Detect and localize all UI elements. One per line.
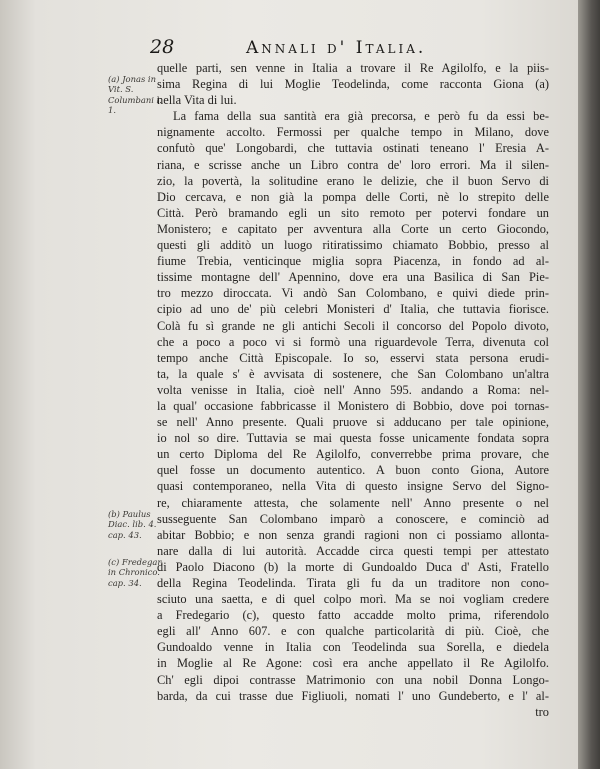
text-line: quelle parti, sen venne in Italia a trovare il Re Agilolfo, e la piis- xyxy=(157,61,549,75)
text-line: Monistero; e capitato per avventura alla Corte un certo Giocondo, xyxy=(157,221,549,236)
text-line: che a poco a poco vi si formò una riguardevole Terra, divenuta col xyxy=(157,334,549,349)
text-line: in Moglie al Re Agone: così era anche appellato il Re Agilolfo. xyxy=(157,656,549,671)
margin-note-c: (c) Fredegar. in Chronico. cap. 34. xyxy=(108,557,164,588)
text-line: re, chiaramente attesta, che solamente nell' Anno presente o nel xyxy=(157,495,549,510)
margin-note-b: (b) Paulus Diac. lib. 4. cap. 43. xyxy=(108,509,157,540)
text-line: fiume Trebia, venticinque miglia sopra Piacenza, in fondo ad al- xyxy=(157,254,549,269)
text-line: tempo anche Città Episcopale. Io so, esservi stata persona erudi- xyxy=(157,350,549,365)
text-line: tissime montagne dell' Apennino, dove era una Basilica di San Pie- xyxy=(157,270,549,285)
text-line: di Paolo Diacono (b) la morte di Gundoaldo Duca d' Asti, Fratello xyxy=(157,559,549,574)
text-line: Città. Però bramando egli un sito remoto per potervi fondare un xyxy=(157,205,549,220)
text-line: volta venisse in Italia, cioè nell' Anno 595. andando a Roma: nel- xyxy=(157,382,549,397)
text-line: confutò que' Longobardi, che tuttavia ostinati teneano l' Eresia A- xyxy=(157,141,549,156)
text-line: Ch' egli dipoi contrasse Matrimonio con una nobil Donna Longo- xyxy=(157,672,549,687)
text-line: ta, la quale s' è avvisata di sostenere, che San Colombano un'altra xyxy=(157,366,549,381)
body-text xyxy=(157,60,549,720)
text-line: la qual' occasione fabbricasse il Monistero di Bobbio, dove poi tornas- xyxy=(157,398,549,413)
text-line: abitar Bobbio; e non senza grandi ragioni non ci possiamo allonta- xyxy=(157,527,549,542)
text-line: se nell' Anno presente. Quali pruove si adducano per tale opinione, xyxy=(157,415,549,430)
text-line: nella Vita di lui. xyxy=(157,93,237,108)
text-line: Colà fu sì grande ne gli antichi Secoli il concorso del Popolo divoto, xyxy=(157,318,549,333)
text-line: della Regina Teodelinda. Tirata gli fu da un traditore non cono- xyxy=(157,576,549,590)
text-line: quel fosse un documento autentico. A buon conto Giona, Autore xyxy=(157,463,549,478)
text-line: un certo Diploma del Re Agilolfo, converrebbe prima provare, che xyxy=(157,447,549,462)
text-line: sciuto una saetta, e di quel colpo morì. Ma se noi vogliam credere xyxy=(157,592,549,607)
running-title: Annali d' Italia. xyxy=(246,38,427,58)
text-line: egli all' Anno 607. e con qualche particolarità di più. Cioè, che xyxy=(157,624,549,639)
text-line: cipio ad uno de' più celebri Monisteri d' Italia, che tuttavia fiorisce. xyxy=(157,302,549,317)
text-line: nignamente accolto. Fermossi per qualche tempo in Milano, dove xyxy=(157,125,549,140)
page-edge-shadow xyxy=(578,0,600,769)
text-line: La fama della sua santità era già precorsa, e però fu da essi be- xyxy=(173,109,549,124)
text-line: quasi contemporaneo, nella Vita di questo insigne Servo del Signo- xyxy=(157,479,549,494)
text-line: Dio cercava, e non già la pompa delle Corti, nè lo strepito delle xyxy=(157,189,549,204)
text-line: barda, da cui trasse due Figliuoli, nomati l' uno Gundeberto, e l' al- xyxy=(157,688,549,703)
text-line: susseguente San Colombano imparò a conoscere, e cominciò ad xyxy=(157,511,549,526)
text-line: tro mezzo diroccata. Vi andò San Colombano, e quivi diede prin- xyxy=(157,286,549,301)
text-line: io nol so dire. Tuttavia se mai questa fosse unicamente fondata sopra xyxy=(157,431,549,446)
margin-note-a: (a) Jonas in Vit. S. Columbani l. 1. xyxy=(108,74,162,116)
page-number: 28 xyxy=(150,36,175,58)
text-line: zio, la povertà, la solitudine erano le delizie, che il buon Servo di xyxy=(157,173,549,188)
text-line: a Fredegario (c), questo fatto accadde molto prima, riferendolo xyxy=(157,608,549,623)
catchword: tro xyxy=(535,704,549,719)
text-line: sima Regina di lui Moglie Teodelinda, come racconta Giona (a) xyxy=(157,77,549,92)
text-line: riana, e scrisse anche un Libro contra de' loro errori. Ma il silen- xyxy=(157,157,549,172)
text-line: nare dalla di lui autorità. Accadde circa questi tempi per attestato xyxy=(157,543,549,558)
text-line: Gundoaldo venne in Italia con Teodelinda sua Sorella, e diedela xyxy=(157,640,549,655)
text-line: questi gli additò un luogo ritiratissimo chiamato Bobbio, presso al xyxy=(157,238,549,253)
